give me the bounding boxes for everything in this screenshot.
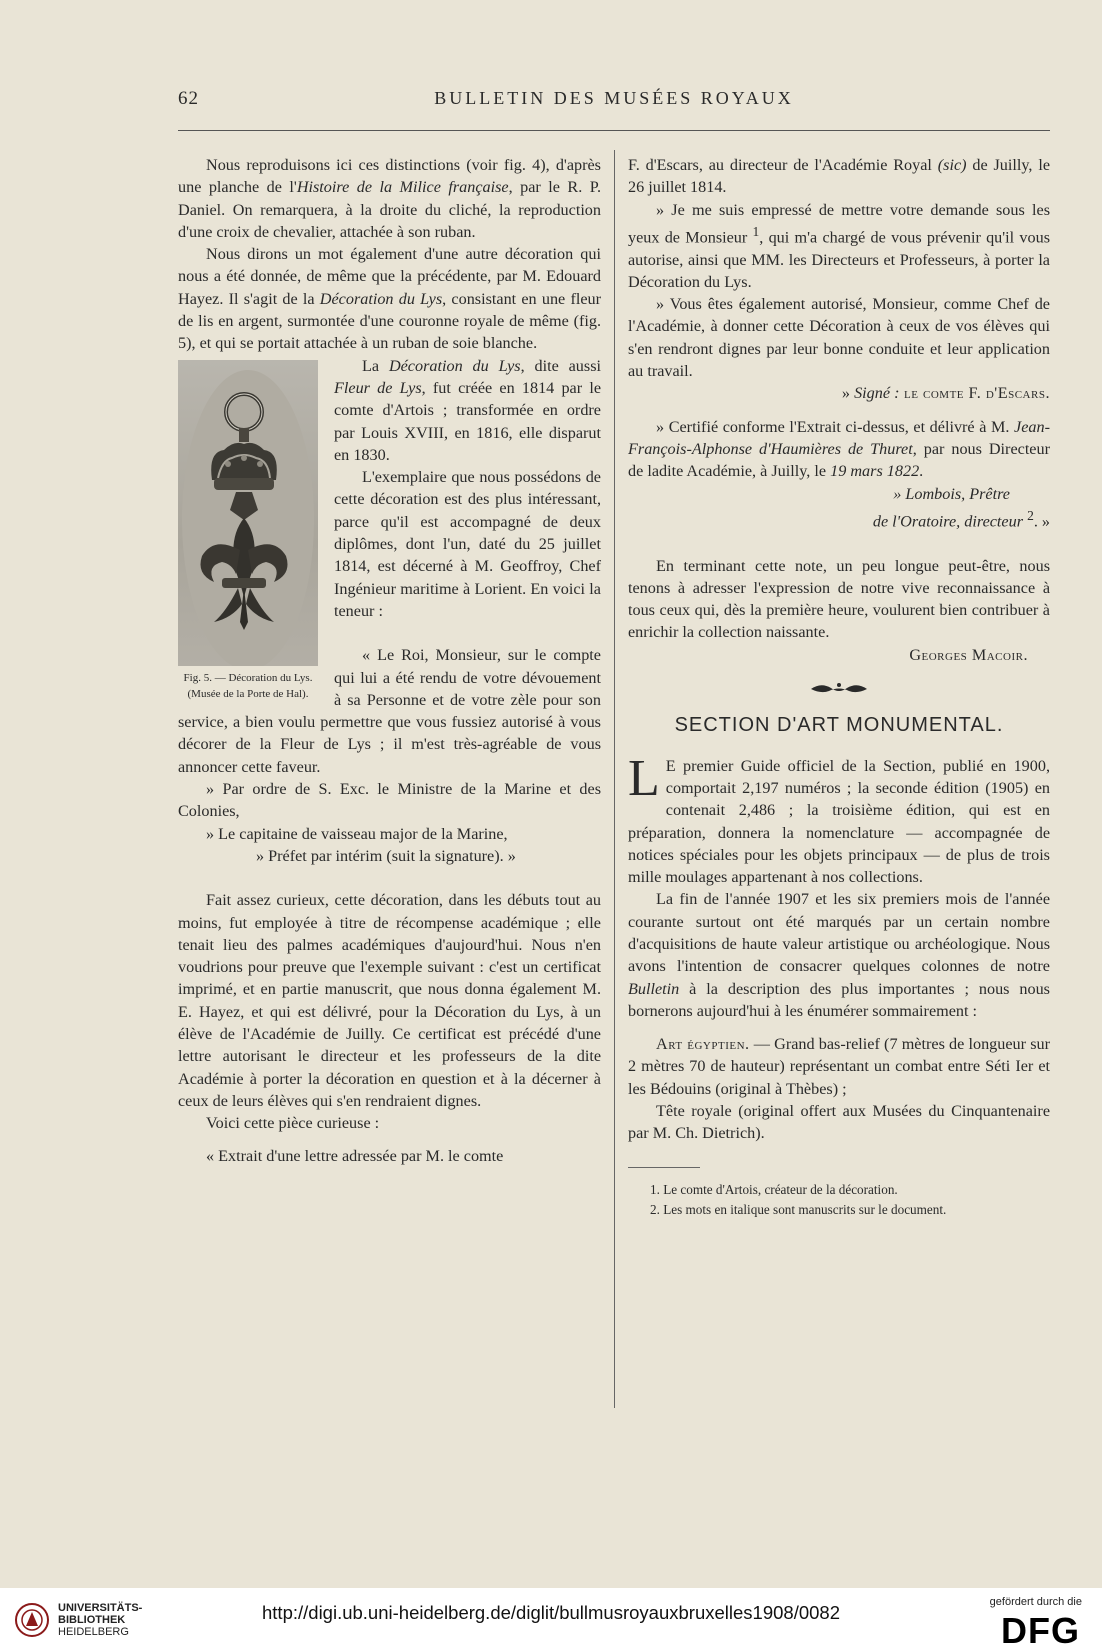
source-url-link[interactable]: http://digi.ub.uni-heidelberg.de/diglit/bullmusroyauxbruxelles1908/0082 <box>262 1602 840 1623</box>
paragraph: L E premier Guide officiel de la Section, publié en 1900, comportait 2,197 numéros ; la seconde édition (1905) en contenait 2,486 ; la troisième édition, qui est en préparation, donnera la nomenclature — accompagnée de notices spéciales pour les objets principaux — de plus de trois mille moulages appartenant à nos collections. <box>628 749 1050 887</box>
page-header <box>178 88 1050 118</box>
paragraph: » Certifié conforme l'Extrait ci-dessus, et délivré à M. Jean-François-Alphonse d'Haumières de Thuret, par nous Directeur de ladite Académie, à Juilly, le 19 mars 1822. <box>628 417 1050 481</box>
paragraph: Tête royale (original offert aux Musées du Cinquantenaire par M. Ch. Dietrich). <box>628 1102 1050 1143</box>
paragraph: F. d'Escars, au directeur de l'Académie Royal (sic) de Juilly, le 26 juillet 1814. <box>628 156 1051 197</box>
footnotes <box>628 1180 1050 1220</box>
quote-paragraph: » Le capitaine de vaisseau major de la Marine, <box>206 824 508 843</box>
footnote-rule <box>628 1167 700 1168</box>
author-signature: Georges Macoir. <box>909 645 1028 664</box>
left-column <box>178 154 601 1168</box>
paragraph: Art égyptien. — Grand bas-relief (7 mètres de longueur sur 2 mètres 70 de hauteur) représentant un combat entre Séti Ier et les Bédouins (original à Thèbes) ; <box>628 1035 1051 1098</box>
figure-caption: Fig. 5. — Décoration du Lys. (Musée de la Porte de Hal). <box>183 671 313 700</box>
paragraph: En terminant cette note, un peu longue peut-être, nous tenons à adresser l'expression de notre vive reconnaissance à tous ceux qui, dès la première heure, voulurent bien contribuer à enrichir la collection naissante. <box>628 556 1050 642</box>
footnote: 2. Les mots en italique sont manuscrits sur le document. <box>650 1201 947 1217</box>
quote-paragraph: » Par ordre de S. Exc. le Ministre de la Marine et des Colonies, <box>178 780 601 821</box>
paragraph: « Extrait d'une lettre adressée par M. le comte <box>206 1147 504 1166</box>
paragraph: La Décoration du Lys, dite aussi Fleur de Lys, fut créée en 1814 par le comte d'Artois ; transformée en ordre par Louis XVIII, en 1816, elle disparut en 1830. <box>334 356 602 464</box>
signature-line: » Lombois, Prêtre <box>893 484 1010 503</box>
header-rule <box>178 130 1050 131</box>
signature-line: » Signé : le comte F. d'Escars. <box>841 384 1050 403</box>
paragraph: Nous reproduisons ici ces distinctions (voir fig. 4), d'après une planche de l'Histoire de la Milice française, par le R. P. Daniel. On remarquera, à la droite du cliché, la reproduction d'une croix de chevalier, attachée à son ruban. <box>178 156 602 241</box>
page-number: 62 <box>178 88 199 109</box>
footer-bar <box>0 1588 1102 1652</box>
quote-paragraph: « Le Roi, Monsieur, sur le compte qui lui a été rendu de votre dévouement à sa Personne et de votre zèle pour son service, a bien voulu permettre que vous fussiez autorisé à vous décorer de la Fleur de Lys ; il m'est très-agréable de vous annoncer cette faveur. <box>178 646 601 776</box>
quote-paragraph: » Préfet par intérim (suit la signature). » <box>256 846 516 865</box>
paragraph: Fait assez curieux, cette décoration, dans les débuts tout au moins, fut employée à titre de récompense académique ; elle tenait lieu des palmes académiques d'aujourd'hui. Nous n'en voudrions pour preuve que l'exemple suivant : c'est un certificat imprimé, et en partie manuscrit, que nous donna également M. E. Hayez, et qui est délivré, pour la Décoration du Lys, à un élève de l'Académie de Juilly. Ce certificat est précédé d'une lettre autorisant le directeur et les professeurs de la dite Académie à porter la décoration en question et à la décerner à ceux de leurs élèves qui s'en rendraient dignes. <box>178 891 601 1110</box>
section-heading: SECTION D'ART MONUMENTAL. <box>674 714 1004 737</box>
paragraph: L'exemplaire que nous possédons de cette décoration est des plus intéressant, parce qu'il est accompagné de deux diplômes, dont l'un, daté du 25 juillet 1814, est décerné à M. Geoffroy, Chef Ingénieur maritime à Lorient. En voici la teneur : <box>334 468 601 620</box>
footnote: 1. Le comte d'Artois, créateur de la décoration. <box>650 1181 898 1197</box>
paragraph: » Vous êtes également autorisé, Monsieur, comme Chef de l'Académie, à donner cette Décoration à ceux de vos élèves qui s'en rendront dignes par leur bonne conduite et leur application au travail. <box>628 295 1050 381</box>
paragraph: La fin de l'année 1907 et les six premiers mois de l'année courante surtout ont été marqués par un certain nombre d'acquisitions de haute valeur artistique ou archéologique. Nous avons l'intention de consacrer quelques colonnes de notre Bulletin à la description des plus importantes ; nous nous bornerons aujourd'hui à les énumérer sommairement : <box>628 890 1050 1020</box>
running-title: BULLETIN DES MUSÉES ROYAUX <box>434 88 794 108</box>
footnote-ref: 1 <box>752 223 760 239</box>
paragraph: Nous dirons un mot également d'une autre décoration qui nous a été donnée, de même que la précédente, par M. Edouard Hayez. Il s'agit de la Décoration du Lys, consistant en une fleur de lis en argent, surmontée d'une couronne royale de même (fig. 5), et qui se portait attachée à un ruban de soie blanche. <box>178 245 602 353</box>
decoration-photo <box>178 360 318 666</box>
drop-cap: L <box>628 749 660 807</box>
ornament-icon <box>628 680 1050 702</box>
paragraph: Voici cette pièce curieuse : <box>206 1114 380 1133</box>
signature-line: de l'Oratoire, directeur $^2$. » <box>872 507 1050 531</box>
figure-decoration-du-lys <box>178 360 318 702</box>
paragraph: » Je me suis empressé de mettre votre demande sous les yeux de Monsieur $^1$, qui m'a chargé de vous prévenir qu'il vous autorise, ainsi que MM. les Directeurs et Professeurs, à porter la Décoration du Lys. <box>628 200 1051 291</box>
funded-by-label: gefördert durch die <box>989 1596 1082 1608</box>
dfg-logo: DFG <box>1001 1610 1080 1651</box>
institution-name: UNIVERSITÄTS- BIBLIOTHEK HEIDELBERG <box>58 1602 143 1638</box>
right-column <box>628 154 1050 1220</box>
column-divider <box>614 150 615 1408</box>
footnote-ref: 2 <box>1027 507 1034 523</box>
